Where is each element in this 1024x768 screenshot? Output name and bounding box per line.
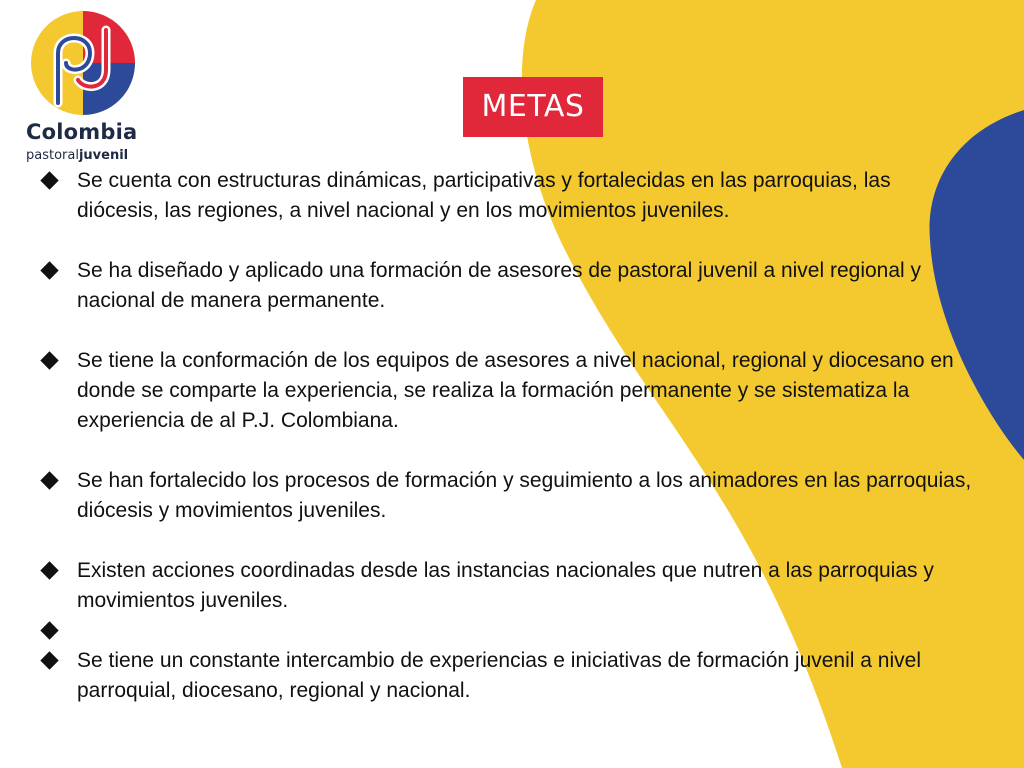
list-item-text: Se ha diseñado y aplicado una formación de asesores de pastoral juvenil a nivel regional y nacional de manera permanente. <box>77 259 922 312</box>
logo-name: Colombia <box>26 120 138 144</box>
list-item <box>40 466 975 526</box>
list-item <box>40 256 975 316</box>
list-item-text: Se tiene la conformación de los equipos de asesores a nivel nacional, regional y diocesano en donde se comparte la experiencia, se realiza la formación permanente y se sistematiza la experiencia de al P.J. Colombiana. <box>77 349 954 432</box>
diamond-bullet-icon <box>40 351 58 369</box>
list-item <box>40 346 975 436</box>
diamond-bullet-icon <box>40 621 58 639</box>
diamond-bullet-icon <box>40 471 58 489</box>
list-item-text: Existen acciones coordinadas desde las instancias nacionales que nutren a las parroquias y movimientos juveniles. <box>77 559 934 612</box>
list-item-empty <box>40 616 975 646</box>
goals-list <box>40 166 975 706</box>
logo <box>24 8 144 168</box>
pj-logo-icon <box>28 8 138 118</box>
list-item <box>40 166 975 226</box>
list-item-text: Se tiene un constante intercambio de experiencias e iniciativas de formación juvenil a nivel parroquial, diocesano, regional y nacional. <box>77 649 921 702</box>
list-item <box>40 646 975 706</box>
logo-subtitle-bold: juvenil <box>78 148 129 163</box>
list-item-text: Se han fortalecido los procesos de formación y seguimiento a los animadores en las parroquias, diócesis y movimientos juveniles. <box>77 469 972 522</box>
diamond-bullet-icon <box>40 561 58 579</box>
logo-subtitle <box>26 148 128 163</box>
diamond-bullet-icon <box>40 171 58 189</box>
logo-subtitle-regular: pastoral <box>26 148 79 163</box>
slide-title: METAS <box>463 77 603 137</box>
list-item <box>40 556 975 616</box>
diamond-bullet-icon <box>40 261 58 279</box>
diamond-bullet-icon <box>40 651 58 669</box>
list-item-text: Se cuenta con estructuras dinámicas, participativas y fortalecidas en las parroquias, las diócesis, las regiones, a nivel nacional y en los movimientos juveniles. <box>77 169 891 222</box>
